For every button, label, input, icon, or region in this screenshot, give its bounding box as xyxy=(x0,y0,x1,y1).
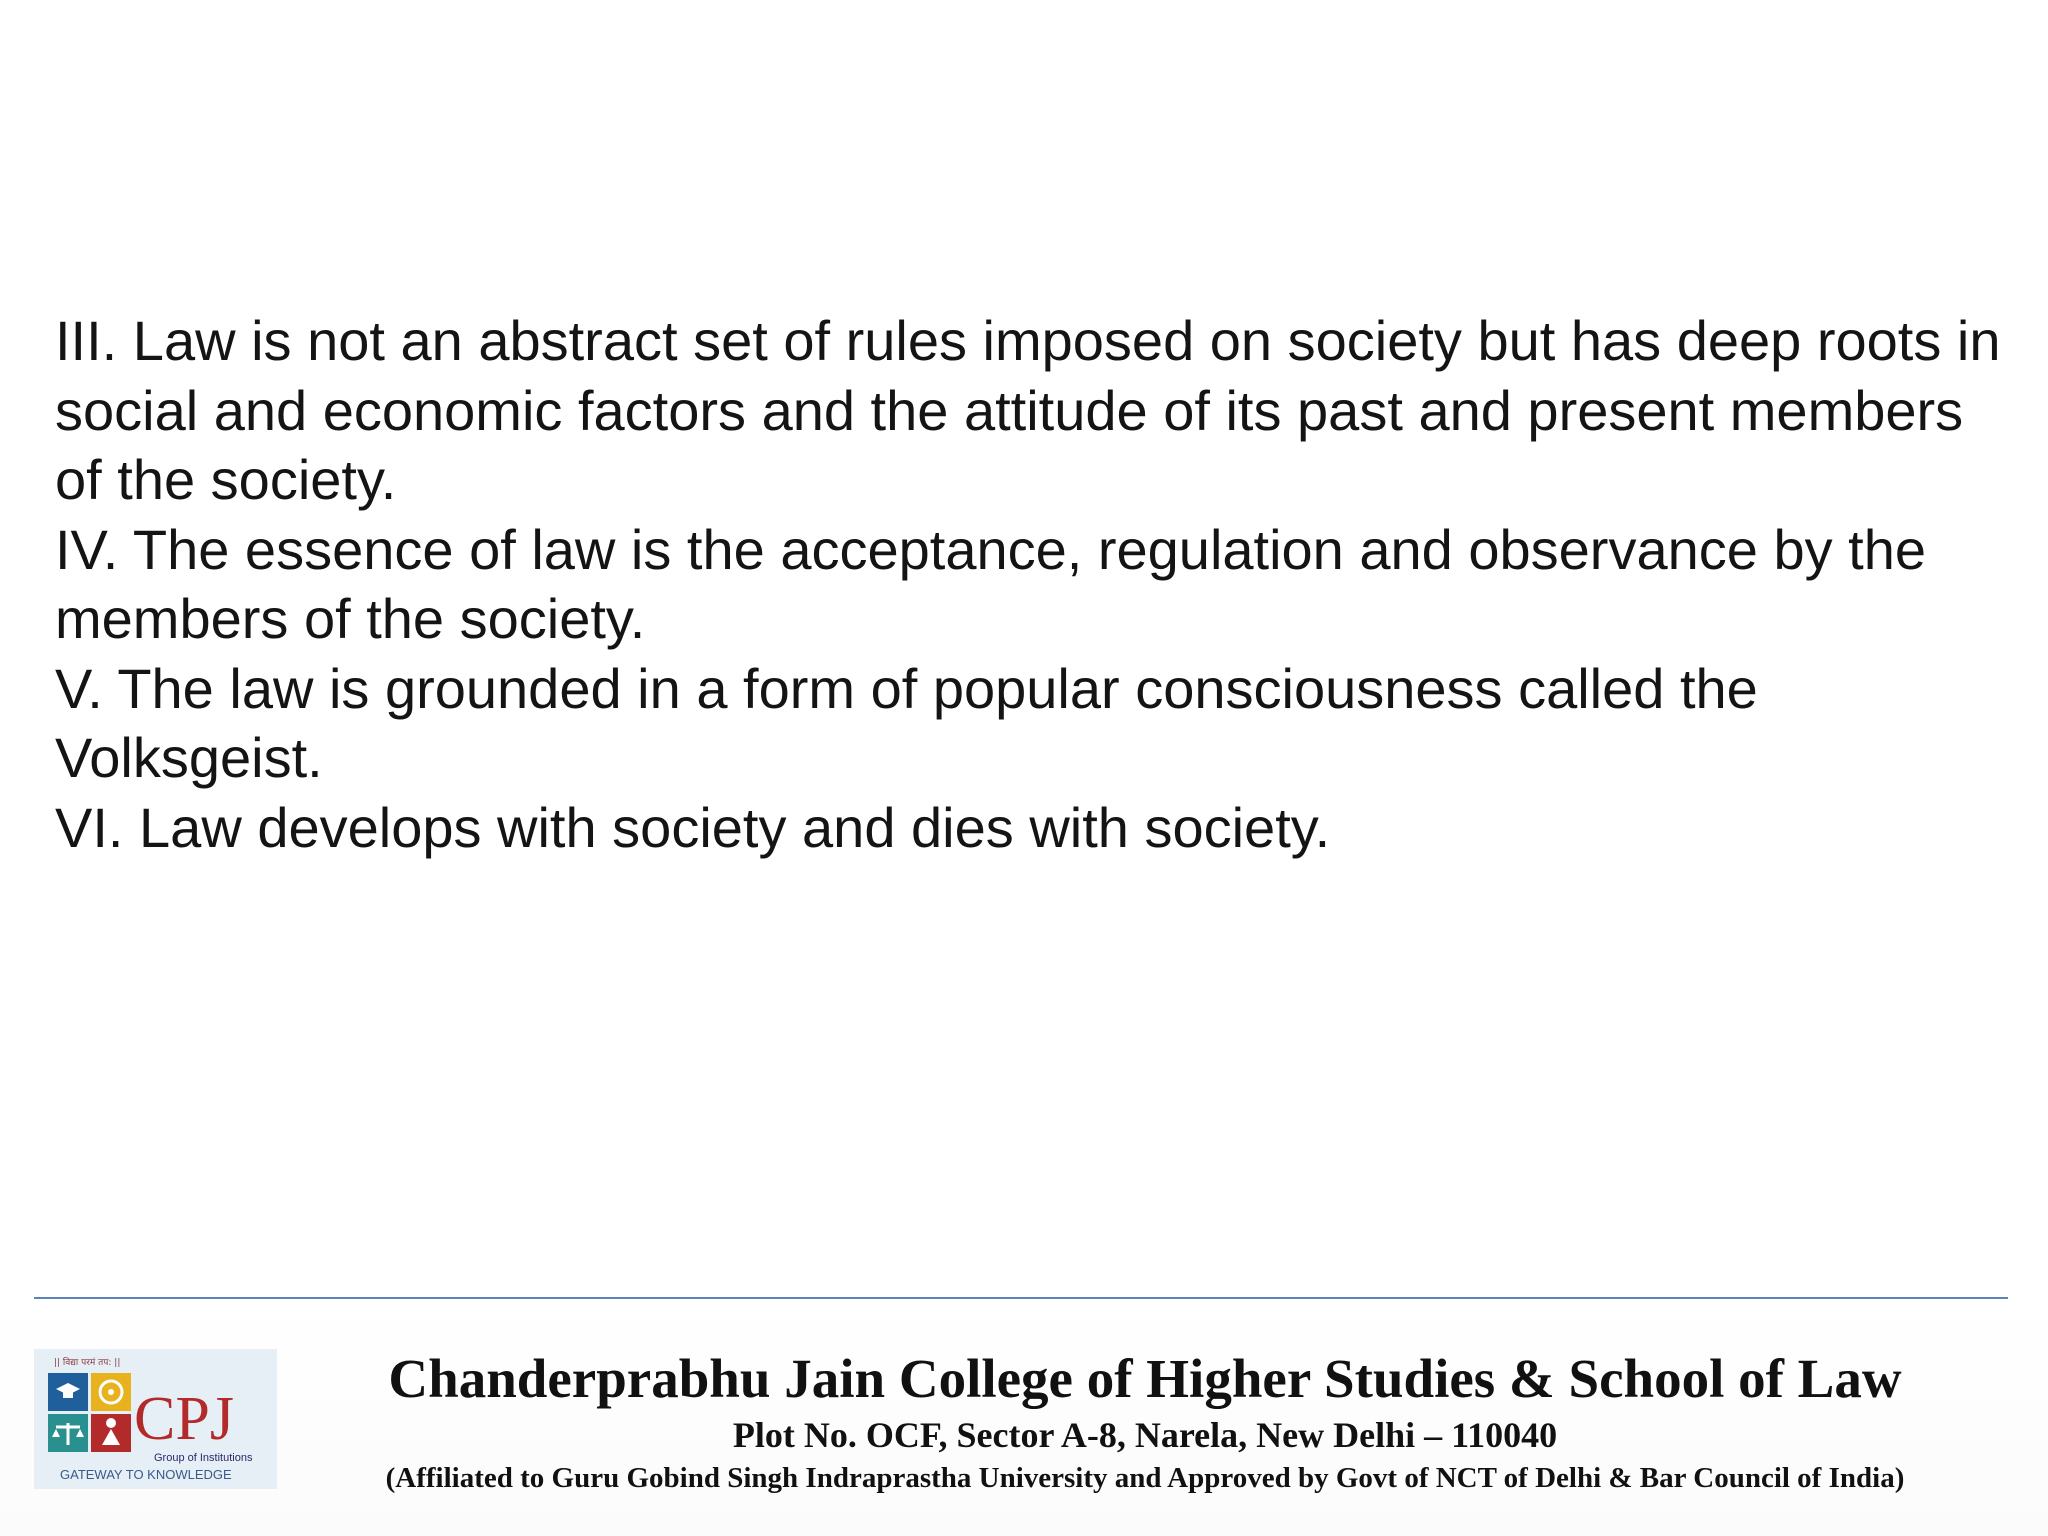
logo-motto: || विद्या परमं तप: || xyxy=(54,1358,121,1368)
point-v: V. The law is grounded in a form of popular consciousness called the Volksgeist. xyxy=(55,656,1758,789)
college-info xyxy=(300,1346,1990,1498)
logo-initials: CPJ xyxy=(134,1385,234,1453)
point-iii: III. Law is not an abstract set of rules imposed on society but has deep roots in social and economic factors and the attitude of its past and present members of the society. xyxy=(55,309,2001,511)
college-affiliation: (Affiliated to Guru Gobind Singh Indraprastha University and Approved by Govt of NCT of Delhi & Bar Council of India) xyxy=(385,1462,1905,1494)
footer-divider xyxy=(34,1297,2008,1299)
logo-tagline: GATEWAY TO KNOWLEDGE xyxy=(60,1467,232,1482)
college-name: Chanderprabhu Jain College of Higher Studies & School of Law xyxy=(388,1348,1902,1409)
slide-body xyxy=(55,306,2015,862)
point-vi: VI. Law develops with society and dies with society. xyxy=(55,795,1331,859)
cpj-logo xyxy=(34,1349,277,1489)
college-address: Plot No. OCF, Sector A-8, Narela, New Delhi – 110040 xyxy=(732,1415,1558,1455)
point-iv: IV. The essence of law is the acceptance, regulation and observance by the members of the society. xyxy=(55,517,1926,650)
cpj-logo-graphic xyxy=(34,1349,277,1489)
logo-group-label: Group of Institutions xyxy=(154,1452,253,1464)
